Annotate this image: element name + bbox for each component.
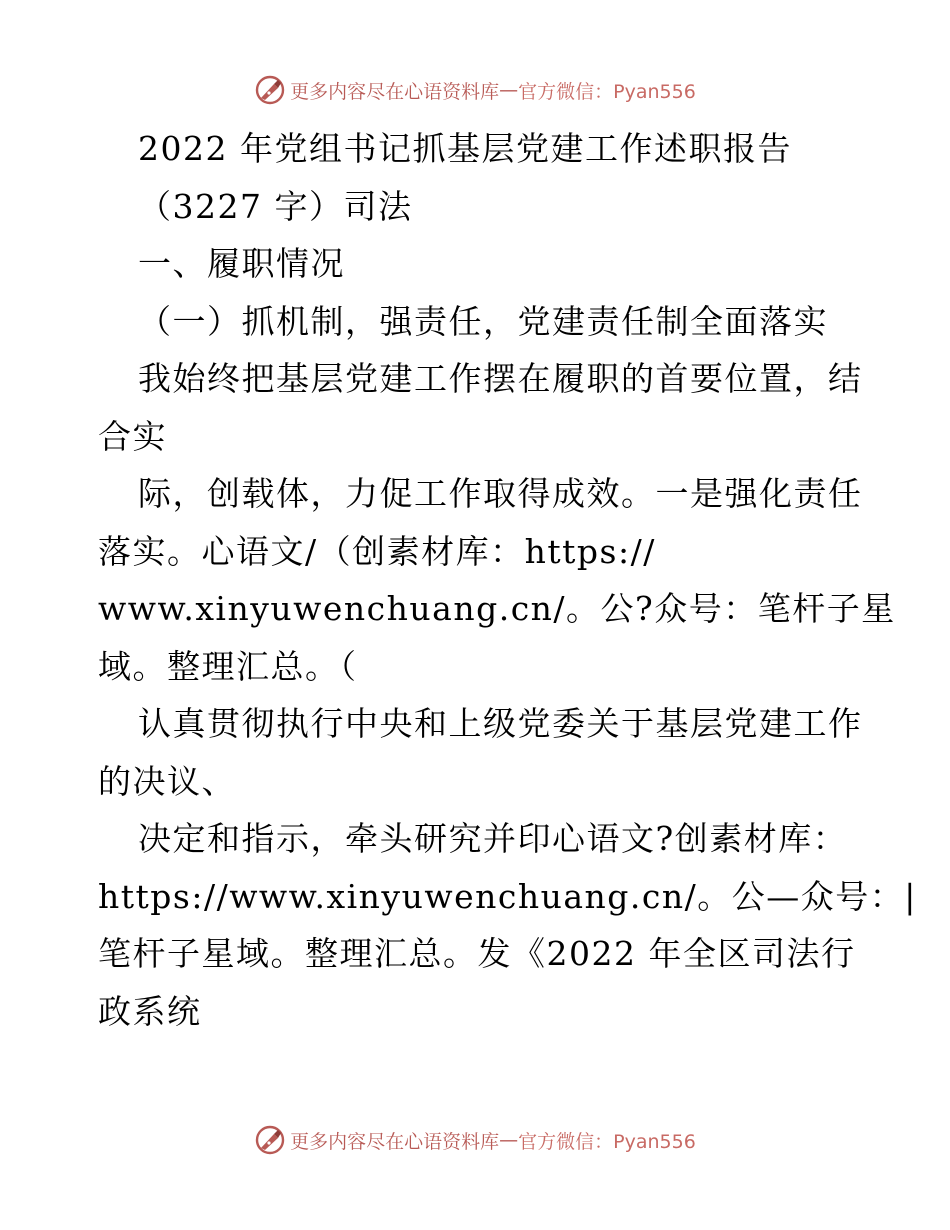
- document-body: [98, 120, 917, 1040]
- paragraph-line: 的决议、: [98, 761, 236, 801]
- paragraph-line: 政系统: [98, 991, 202, 1031]
- pen-nib-logo-icon: [254, 74, 286, 106]
- header-banner-account: 官方微信：Pyan556: [518, 80, 696, 103]
- document-subtitle: （3227 字）司法: [138, 186, 413, 226]
- document-title: 2022 年党组书记抓基层党建工作述职报告: [138, 129, 792, 168]
- paragraph-line: 际，创载体，力促工作取得成效。一是强化责任: [138, 474, 863, 513]
- paragraph-line: 域。整理汇总。（: [98, 646, 358, 686]
- footer-banner-separator: —: [499, 1129, 519, 1151]
- header-banner-text: 更多内容尽在心语资料库: [290, 80, 500, 103]
- paragraph-line: https://www.xinyuwenchuang.cn/。公—众号：|: [98, 876, 917, 916]
- footer-banner-account: 官方微信：Pyan556: [518, 1130, 696, 1153]
- section-heading: 一、履职情况: [138, 244, 345, 283]
- paragraph-line: 合实: [98, 416, 167, 456]
- paragraph-line: 落实。心语文/（创素材库：https://: [98, 531, 656, 571]
- footer-banner-text: 更多内容尽在心语资料库: [290, 1130, 500, 1153]
- paragraph-line: 笔杆子星域。整理汇总。发《2022 年全区司法行: [98, 934, 856, 973]
- paragraph-line: 决定和指示，牵头研究并印心语文?创素材库：: [138, 819, 848, 858]
- paragraph-line: 我始终把基层党建工作摆在履职的首要位置，结: [138, 359, 863, 398]
- header-banner-separator: —: [499, 79, 519, 101]
- header-watermark-banner: [0, 72, 950, 108]
- pen-nib-logo-icon: [254, 1124, 286, 1156]
- paragraph-line: www.xinyuwenchuang.cn/。公?众号：笔杆子星: [98, 589, 896, 628]
- footer-watermark-banner: [0, 1122, 950, 1158]
- paragraph-line: 认真贯彻执行中央和上级党委关于基层党建工作: [138, 704, 863, 743]
- subsection-heading: （一）抓机制，强责任，党建责任制全面落实: [138, 301, 828, 341]
